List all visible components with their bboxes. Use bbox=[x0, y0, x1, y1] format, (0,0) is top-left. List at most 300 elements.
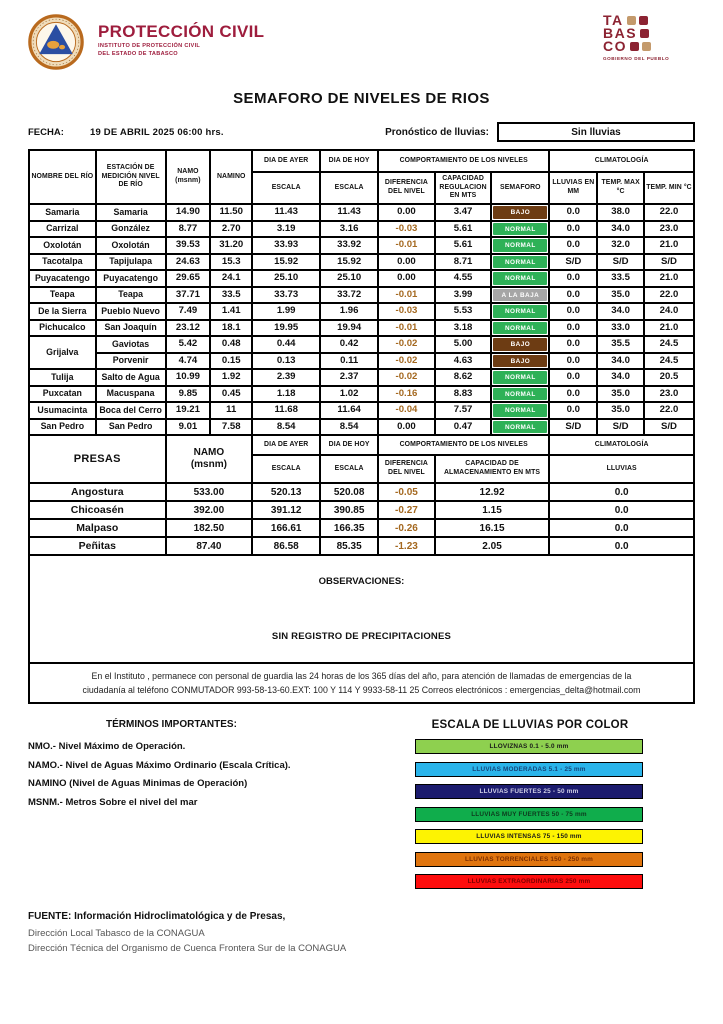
temp-max-cell: 35.0 bbox=[597, 386, 644, 403]
namino-cell: 18.1 bbox=[210, 320, 252, 337]
terms-block bbox=[28, 719, 403, 897]
presas-body bbox=[29, 483, 694, 555]
capacidad-cell: 3.18 bbox=[435, 320, 492, 337]
namino-cell: 24.1 bbox=[210, 270, 252, 287]
legend-band: LLUVIAS MODERADAS 5.1 - 25 mm bbox=[415, 762, 643, 777]
presa-escala-ayer-cell: 86.58 bbox=[252, 537, 320, 555]
river-row bbox=[29, 287, 694, 304]
namo-cell: 5.42 bbox=[166, 336, 211, 353]
temp-min-cell: 23.0 bbox=[644, 386, 694, 403]
river-row bbox=[29, 402, 694, 419]
presa-diferencia-cell: -1.23 bbox=[378, 537, 435, 555]
namino-cell: 31.20 bbox=[210, 237, 252, 254]
col-header-capacidad: CAPACIDAD REGULACION EN MTS bbox=[435, 172, 492, 204]
namino-cell: 33.5 bbox=[210, 287, 252, 304]
lluvias-cell: S/D bbox=[549, 254, 597, 271]
escala-ayer-cell: 3.19 bbox=[252, 221, 320, 238]
presa-capacidad-cell: 16.15 bbox=[435, 519, 550, 537]
river-name-cell: Puxcatan bbox=[29, 386, 96, 403]
source-line1: Dirección Local Tabasco de la CONAGUA bbox=[28, 927, 205, 939]
semaforo-cell bbox=[491, 221, 549, 238]
source-line2: Dirección Técnica del Organismo de Cuenca Frontera Sur de la CONAGUA bbox=[28, 943, 347, 955]
col-header-temp-max: TEMP. MAX °C bbox=[597, 172, 644, 204]
namino-cell: 15.3 bbox=[210, 254, 252, 271]
tabasco-glyph-icon bbox=[627, 16, 636, 25]
escala-hoy-cell: 0.42 bbox=[320, 336, 378, 353]
namino-cell: 1.41 bbox=[210, 303, 252, 320]
semaforo-status-badge: NORMAL bbox=[493, 388, 547, 401]
term-definition: NAMO.- Nivel de Aguas Máximo Ordinario (Escala Crítica). bbox=[28, 759, 291, 771]
temp-max-cell: S/D bbox=[597, 254, 644, 271]
station-cell: San Joaquín bbox=[96, 320, 166, 337]
presa-namo-cell: 533.00 bbox=[166, 483, 253, 501]
temp-max-cell: 35.0 bbox=[597, 402, 644, 419]
tabasco-logo bbox=[603, 14, 695, 61]
temp-max-cell: 35.0 bbox=[597, 287, 644, 304]
observaciones-message: SIN REGISTRO DE PRECIPITACIONES bbox=[271, 631, 452, 642]
escala-hoy-cell: 33.72 bbox=[320, 287, 378, 304]
presa-escala-ayer-cell: 520.13 bbox=[252, 483, 320, 501]
station-cell: Macuspana bbox=[96, 386, 166, 403]
diferencia-cell: 0.00 bbox=[378, 204, 435, 221]
semaforo-cell bbox=[491, 287, 549, 304]
escala-hoy-cell: 19.94 bbox=[320, 320, 378, 337]
river-name-cell: Puyacatengo bbox=[29, 270, 96, 287]
presa-diferencia-cell: -0.05 bbox=[378, 483, 435, 501]
capacidad-cell: 0.47 bbox=[435, 419, 492, 436]
temp-max-cell: 34.0 bbox=[597, 369, 644, 386]
station-cell: Puyacatengo bbox=[96, 270, 166, 287]
escala-hoy-cell: 15.92 bbox=[320, 254, 378, 271]
river-name-cell: Teapa bbox=[29, 287, 96, 304]
semaforo-cell bbox=[491, 402, 549, 419]
presa-escala-ayer-cell: 391.12 bbox=[252, 501, 320, 519]
terms-title: TÉRMINOS IMPORTANTES: bbox=[106, 719, 237, 730]
presas-col-dia-ayer: DIA DE AYER bbox=[252, 435, 320, 455]
presas-title-cell: PRESAS bbox=[29, 435, 166, 483]
presa-name-cell: Chicoasén bbox=[29, 501, 166, 519]
escala-ayer-cell: 2.39 bbox=[252, 369, 320, 386]
semaforo-cell bbox=[491, 303, 549, 320]
station-cell: Porvenir bbox=[96, 353, 166, 370]
lluvias-cell: 0.0 bbox=[549, 221, 597, 238]
diferencia-cell: -0.03 bbox=[378, 221, 435, 238]
col-header-dia-ayer: DIA DE AYER bbox=[252, 150, 320, 172]
namino-cell: 1.92 bbox=[210, 369, 252, 386]
station-cell: Oxolotán bbox=[96, 237, 166, 254]
col-header-temp-min: TEMP. MIN °C bbox=[644, 172, 694, 204]
capacidad-cell: 3.99 bbox=[435, 287, 492, 304]
river-row bbox=[29, 419, 694, 436]
diferencia-cell: -0.04 bbox=[378, 402, 435, 419]
capacidad-cell: 7.57 bbox=[435, 402, 492, 419]
lluvias-cell: 0.0 bbox=[549, 237, 597, 254]
org-subtitle-line2: DEL ESTADO DE TABASCO bbox=[98, 50, 178, 57]
temp-max-cell: 34.0 bbox=[597, 221, 644, 238]
semaforo-cell bbox=[491, 386, 549, 403]
temp-min-cell: 21.0 bbox=[644, 237, 694, 254]
diferencia-cell: -0.01 bbox=[378, 320, 435, 337]
diferencia-cell: -0.16 bbox=[378, 386, 435, 403]
footer-note-line2: ciudadanía al teléfono CONMUTADOR 993-58-13-60.EXT: 100 Y 114 Y 9933-58-11 25 Correos electrónicos : emergencias_delta@hotmail.com bbox=[82, 685, 641, 695]
lluvias-cell: 0.0 bbox=[549, 287, 597, 304]
col-header-lluvias-mm: LLUVIAS EN MM bbox=[549, 172, 597, 204]
presa-row bbox=[29, 483, 694, 501]
semaforo-status-badge: NORMAL bbox=[493, 256, 547, 269]
lluvias-cell: 0.0 bbox=[549, 353, 597, 370]
escala-ayer-cell: 15.92 bbox=[252, 254, 320, 271]
semaforo-status-badge: NORMAL bbox=[493, 239, 547, 252]
presas-col-lluvias: LLUVIAS bbox=[549, 455, 694, 483]
temp-min-cell: 23.0 bbox=[644, 221, 694, 238]
escala-ayer-cell: 33.73 bbox=[252, 287, 320, 304]
semaforo-status-badge: NORMAL bbox=[493, 404, 547, 417]
presa-diferencia-cell: -0.26 bbox=[378, 519, 435, 537]
presa-lluvias-cell: 0.0 bbox=[549, 483, 694, 501]
tabasco-glyph-icon bbox=[640, 29, 649, 38]
tabasco-letters: TA bbox=[603, 12, 624, 28]
capacidad-cell: 3.47 bbox=[435, 204, 492, 221]
tabasco-logo-line bbox=[603, 37, 695, 54]
legend-band: LLOVIZNAS 0.1 - 5.0 mm bbox=[415, 739, 643, 754]
station-cell: Gaviotas bbox=[96, 336, 166, 353]
source-block bbox=[28, 911, 695, 957]
lluvias-cell: 0.0 bbox=[549, 369, 597, 386]
temp-max-cell: 35.5 bbox=[597, 336, 644, 353]
escala-ayer-cell: 0.13 bbox=[252, 353, 320, 370]
temp-max-cell: S/D bbox=[597, 419, 644, 436]
footer-note-line1: En el Instituto , permanece con personal de guardia las 24 horas de los 365 días del año, para atención de llamadas de emergencias de la bbox=[91, 670, 632, 681]
temp-min-cell: S/D bbox=[644, 419, 694, 436]
date-bar bbox=[28, 122, 695, 142]
namino-cell: 11 bbox=[210, 402, 252, 419]
river-row bbox=[29, 221, 694, 238]
capacidad-cell: 8.83 bbox=[435, 386, 492, 403]
observaciones-row bbox=[29, 555, 694, 663]
org-name: PROTECCIÓN CIVIL bbox=[98, 22, 265, 41]
temp-min-cell: 22.0 bbox=[644, 204, 694, 221]
tabasco-glyph-icon bbox=[639, 16, 648, 25]
legend-band: LLUVIAS MUY FUERTES 50 - 75 mm bbox=[415, 807, 643, 822]
presa-lluvias-cell: 0.0 bbox=[549, 537, 694, 555]
presa-escala-ayer-cell: 166.61 bbox=[252, 519, 320, 537]
col-header-diferencia: DIFERENCIA DEL NIVEL bbox=[378, 172, 435, 204]
semaforo-cell bbox=[491, 320, 549, 337]
presa-escala-hoy-cell: 390.85 bbox=[320, 501, 378, 519]
capacidad-cell: 8.62 bbox=[435, 369, 492, 386]
river-name-cell: Tulija bbox=[29, 369, 96, 386]
presas-col-capacidad: CAPACIDAD DE ALMACENAMIENTO EN MTS bbox=[435, 455, 550, 483]
lluvias-cell: 0.0 bbox=[549, 270, 597, 287]
station-cell: Boca del Cerro bbox=[96, 402, 166, 419]
fecha-value: 19 DE ABRIL 2025 06:00 hrs. bbox=[90, 126, 224, 138]
diferencia-cell: -0.03 bbox=[378, 303, 435, 320]
semaforo-status-badge: NORMAL bbox=[493, 305, 547, 318]
lluvias-cell: 0.0 bbox=[549, 320, 597, 337]
fecha-label: FECHA: bbox=[28, 126, 64, 138]
term-definition: NAMINO (Nivel de Aguas Minimas de Operación) bbox=[28, 778, 248, 790]
legend-band: LLUVIAS FUERTES 25 - 50 mm bbox=[415, 784, 643, 799]
river-name-cell: Grijalva bbox=[29, 336, 96, 369]
presas-header bbox=[29, 435, 694, 483]
capacidad-cell: 5.00 bbox=[435, 336, 492, 353]
capacidad-cell: 8.71 bbox=[435, 254, 492, 271]
page-title: SEMAFORO DE NIVELES DE RIOS bbox=[233, 90, 490, 107]
namo-cell: 23.12 bbox=[166, 320, 211, 337]
escala-ayer-cell: 19.95 bbox=[252, 320, 320, 337]
semaforo-status-badge: BAJO bbox=[493, 338, 547, 351]
station-cell: Tapijulapa bbox=[96, 254, 166, 271]
presas-col-comportamiento: COMPORTAMIENTO DE LOS NIVELES bbox=[378, 435, 549, 455]
diferencia-cell: -0.01 bbox=[378, 237, 435, 254]
river-row bbox=[29, 204, 694, 221]
presa-lluvias-cell: 0.0 bbox=[549, 519, 694, 537]
lluvias-cell: 0.0 bbox=[549, 204, 597, 221]
page-header bbox=[28, 14, 695, 78]
col-header-comportamiento: COMPORTAMIENTO DE LOS NIVELES bbox=[378, 150, 549, 172]
capacidad-cell: 5.61 bbox=[435, 221, 492, 238]
presas-col-escala-ayer: ESCALA bbox=[252, 455, 320, 483]
river-row bbox=[29, 303, 694, 320]
namo-cell: 24.63 bbox=[166, 254, 211, 271]
namo-cell: 9.01 bbox=[166, 419, 211, 436]
escala-hoy-cell: 3.16 bbox=[320, 221, 378, 238]
semaforo-cell bbox=[491, 237, 549, 254]
legend-title: ESCALA DE LLUVIAS POR COLOR bbox=[431, 719, 629, 731]
namo-cell: 29.65 bbox=[166, 270, 211, 287]
semaforo-status-badge: NORMAL bbox=[493, 421, 547, 434]
org-subtitle bbox=[98, 43, 264, 58]
footer-note-row bbox=[29, 663, 694, 703]
presa-capacidad-cell: 1.15 bbox=[435, 501, 550, 519]
capacidad-cell: 4.55 bbox=[435, 270, 492, 287]
org-wordmark bbox=[98, 23, 264, 58]
pronostico-label: Pronóstico de lluvias: bbox=[385, 126, 489, 138]
temp-min-cell: 22.0 bbox=[644, 287, 694, 304]
namo-cell: 7.49 bbox=[166, 303, 211, 320]
namo-cell: 39.53 bbox=[166, 237, 211, 254]
footer-note-cell bbox=[29, 663, 694, 703]
escala-ayer-cell: 1.18 bbox=[252, 386, 320, 403]
namo-cell: 14.90 bbox=[166, 204, 211, 221]
col-header-climatologia: CLIMATOLOGÍA bbox=[549, 150, 694, 172]
semaforo-cell bbox=[491, 336, 549, 353]
river-row bbox=[29, 336, 694, 353]
escala-ayer-cell: 1.99 bbox=[252, 303, 320, 320]
river-name-cell: Tacotalpa bbox=[29, 254, 96, 271]
observaciones-section bbox=[29, 555, 694, 703]
namino-cell: 11.50 bbox=[210, 204, 252, 221]
col-header-semaforo: SEMAFORO bbox=[491, 172, 549, 204]
semaforo-status-badge: A LA BAJA bbox=[493, 289, 547, 302]
escala-ayer-cell: 11.68 bbox=[252, 402, 320, 419]
river-levels-table bbox=[28, 149, 695, 704]
river-name-cell: Pichucalco bbox=[29, 320, 96, 337]
presa-name-cell: Malpaso bbox=[29, 519, 166, 537]
station-cell: González bbox=[96, 221, 166, 238]
temp-min-cell: 20.5 bbox=[644, 369, 694, 386]
presa-name-cell: Angostura bbox=[29, 483, 166, 501]
namino-cell: 0.15 bbox=[210, 353, 252, 370]
col-header-nombre: NOMBRE DEL RÍO bbox=[29, 150, 96, 204]
lluvias-cell: 0.0 bbox=[549, 402, 597, 419]
presa-row bbox=[29, 501, 694, 519]
observaciones-cell bbox=[29, 555, 694, 663]
lluvias-cell: 0.0 bbox=[549, 336, 597, 353]
presa-row bbox=[29, 519, 694, 537]
presa-row bbox=[29, 537, 694, 555]
semaforo-status-badge: NORMAL bbox=[493, 272, 547, 285]
semaforo-status-badge: NORMAL bbox=[493, 223, 547, 236]
presa-escala-hoy-cell: 85.35 bbox=[320, 537, 378, 555]
river-row bbox=[29, 320, 694, 337]
namino-cell: 0.48 bbox=[210, 336, 252, 353]
temp-min-cell: 21.0 bbox=[644, 320, 694, 337]
tabasco-glyph-icon bbox=[642, 42, 651, 51]
escala-ayer-cell: 11.43 bbox=[252, 204, 320, 221]
river-row bbox=[29, 254, 694, 271]
station-cell: Teapa bbox=[96, 287, 166, 304]
diferencia-cell: -0.02 bbox=[378, 369, 435, 386]
temp-min-cell: 24.5 bbox=[644, 353, 694, 370]
presas-header-row1 bbox=[29, 435, 694, 455]
rain-scale-legend bbox=[403, 719, 695, 897]
namo-cell: 19.21 bbox=[166, 402, 211, 419]
presa-escala-hoy-cell: 166.35 bbox=[320, 519, 378, 537]
presa-capacidad-cell: 2.05 bbox=[435, 537, 550, 555]
escala-hoy-cell: 1.02 bbox=[320, 386, 378, 403]
temp-min-cell: 24.5 bbox=[644, 336, 694, 353]
legend-band: LLUVIAS EXTRAORDINARIAS 250 mm bbox=[415, 874, 643, 889]
station-cell: Samaria bbox=[96, 204, 166, 221]
namo-cell: 8.77 bbox=[166, 221, 211, 238]
semaforo-cell bbox=[491, 369, 549, 386]
escala-hoy-cell: 2.37 bbox=[320, 369, 378, 386]
diferencia-cell: 0.00 bbox=[378, 419, 435, 436]
col-header-namino: NAMINO bbox=[210, 150, 252, 204]
presa-namo-cell: 87.40 bbox=[166, 537, 253, 555]
diferencia-cell: 0.00 bbox=[378, 270, 435, 287]
pronostico-value-box: Sin lluvias bbox=[497, 122, 695, 142]
semaforo-cell bbox=[491, 254, 549, 271]
semaforo-status-badge: BAJO bbox=[493, 355, 547, 368]
river-name-cell: San Pedro bbox=[29, 419, 96, 436]
presas-namo-cell bbox=[166, 435, 253, 483]
escala-hoy-cell: 11.64 bbox=[320, 402, 378, 419]
semaforo-status-badge: NORMAL bbox=[493, 322, 547, 335]
semaforo-status-badge: NORMAL bbox=[493, 371, 547, 384]
escala-ayer-cell: 25.10 bbox=[252, 270, 320, 287]
presas-col-escala-hoy: ESCALA bbox=[320, 455, 378, 483]
temp-min-cell: S/D bbox=[644, 254, 694, 271]
tabasco-letters: BAS bbox=[603, 24, 638, 41]
semaforo-cell bbox=[491, 353, 549, 370]
term-definition: MSNM.- Metros Sobre el nivel del mar bbox=[28, 796, 198, 808]
temp-max-cell: 34.0 bbox=[597, 353, 644, 370]
river-name-cell: Oxolotán bbox=[29, 237, 96, 254]
semaforo-cell bbox=[491, 270, 549, 287]
temp-min-cell: 21.0 bbox=[644, 270, 694, 287]
terms-list bbox=[28, 738, 403, 812]
semaforo-cell bbox=[491, 419, 549, 436]
legend-band: LLUVIAS INTENSAS 75 - 150 mm bbox=[415, 829, 643, 844]
capacidad-cell: 4.63 bbox=[435, 353, 492, 370]
namino-cell: 2.70 bbox=[210, 221, 252, 238]
river-name-cell: De la Sierra bbox=[29, 303, 96, 320]
river-row bbox=[29, 237, 694, 254]
col-header-escala-ayer: ESCALA bbox=[252, 172, 320, 204]
station-cell: Pueblo Nuevo bbox=[96, 303, 166, 320]
semaforo-status-badge: BAJO bbox=[493, 206, 547, 219]
diferencia-cell: 0.00 bbox=[378, 254, 435, 271]
col-header-estacion: ESTACIÓN DE MEDICIÓN NIVEL DE RÍO bbox=[96, 150, 166, 204]
river-name-cell: Carrizal bbox=[29, 221, 96, 238]
capacidad-cell: 5.53 bbox=[435, 303, 492, 320]
escala-hoy-cell: 11.43 bbox=[320, 204, 378, 221]
presas-col-climatologia: CLIMATOLOGÍA bbox=[549, 435, 694, 455]
namino-cell: 0.45 bbox=[210, 386, 252, 403]
bottom-section bbox=[28, 719, 695, 897]
tabasco-caption: GOBIERNO DEL PUEBLO bbox=[603, 55, 670, 61]
namo-cell: 4.74 bbox=[166, 353, 211, 370]
presas-namo-line2: (msnm) bbox=[190, 459, 227, 470]
temp-min-cell: 24.0 bbox=[644, 303, 694, 320]
river-row bbox=[29, 386, 694, 403]
proteccion-civil-seal-icon bbox=[28, 14, 84, 70]
observaciones-label: OBSERVACIONES: bbox=[318, 576, 405, 587]
col-header-dia-hoy: DIA DE HOY bbox=[320, 150, 378, 172]
diferencia-cell: -0.01 bbox=[378, 287, 435, 304]
river-row bbox=[29, 369, 694, 386]
term-definition: NMO.- Nivel Máximo de Operación. bbox=[28, 741, 186, 752]
escala-hoy-cell: 0.11 bbox=[320, 353, 378, 370]
diferencia-cell: -0.02 bbox=[378, 336, 435, 353]
escala-ayer-cell: 33.93 bbox=[252, 237, 320, 254]
escala-hoy-cell: 25.10 bbox=[320, 270, 378, 287]
lluvias-cell: S/D bbox=[549, 419, 597, 436]
escala-hoy-cell: 33.92 bbox=[320, 237, 378, 254]
temp-max-cell: 32.0 bbox=[597, 237, 644, 254]
col-header-namo: NAMO (msnm) bbox=[166, 150, 211, 204]
station-cell: Salto de Agua bbox=[96, 369, 166, 386]
presa-escala-hoy-cell: 520.08 bbox=[320, 483, 378, 501]
semaforo-cell bbox=[491, 204, 549, 221]
namo-cell: 37.71 bbox=[166, 287, 211, 304]
presa-namo-cell: 392.00 bbox=[166, 501, 253, 519]
temp-max-cell: 33.0 bbox=[597, 320, 644, 337]
escala-ayer-cell: 8.54 bbox=[252, 419, 320, 436]
legend-band: LLUVIAS TORRENCIALES 150 - 250 mm bbox=[415, 852, 643, 867]
lluvias-cell: 0.0 bbox=[549, 386, 597, 403]
river-row bbox=[29, 353, 694, 370]
namo-cell: 9.85 bbox=[166, 386, 211, 403]
temp-min-cell: 22.0 bbox=[644, 402, 694, 419]
presa-name-cell: Peñitas bbox=[29, 537, 166, 555]
presa-diferencia-cell: -0.27 bbox=[378, 501, 435, 519]
temp-max-cell: 33.5 bbox=[597, 270, 644, 287]
presa-lluvias-cell: 0.0 bbox=[549, 501, 694, 519]
escala-hoy-cell: 8.54 bbox=[320, 419, 378, 436]
river-name-cell: Samaria bbox=[29, 204, 96, 221]
presas-col-dia-hoy: DIA DE HOY bbox=[320, 435, 378, 455]
presas-col-diferencia: DIFERENCIA DEL NIVEL bbox=[378, 455, 435, 483]
capacidad-cell: 5.61 bbox=[435, 237, 492, 254]
org-subtitle-line1: INSTITUTO DE PROTECCIÓN CIVIL bbox=[98, 43, 201, 49]
station-cell: San Pedro bbox=[96, 419, 166, 436]
presas-namo-line1: NAMO bbox=[193, 446, 225, 458]
lluvias-cell: 0.0 bbox=[549, 303, 597, 320]
diferencia-cell: -0.02 bbox=[378, 353, 435, 370]
